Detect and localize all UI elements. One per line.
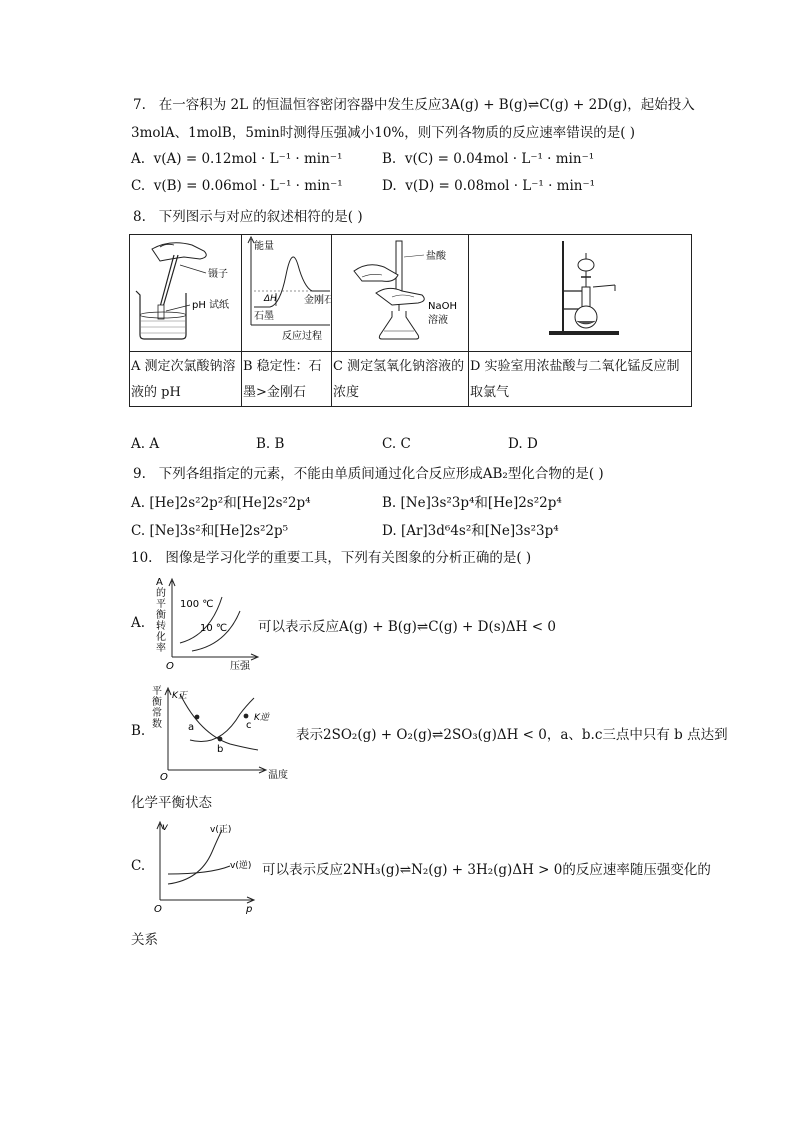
ylabel-char: 平 — [152, 686, 162, 697]
ylabel-char: 衡 — [152, 697, 162, 708]
q7-option-a — [131, 151, 342, 167]
q10-graph-a — [150, 575, 260, 671]
ylabel-char: 化 — [156, 632, 166, 643]
label-ph-paper: pH 试纸 — [192, 300, 230, 311]
label-graphite: 石墨 — [254, 311, 274, 322]
q10-stem — [131, 548, 531, 568]
option-label: D. — [382, 178, 397, 194]
q10-option-b-text-cont: 化学平衡状态 — [131, 795, 212, 811]
q10-option-b-label: B. — [131, 723, 146, 739]
ylabel-char: 常 — [152, 708, 162, 719]
option-label: C. — [382, 436, 397, 452]
option-text: B — [274, 436, 285, 452]
label-100c: 100 ℃ — [180, 599, 214, 610]
q8-option-d — [508, 436, 538, 452]
label-c: c — [246, 720, 252, 731]
option-label: A. — [131, 436, 146, 452]
q8-number: 8. — [133, 209, 146, 225]
curve-v-forward — [168, 830, 222, 884]
figure-b-cell — [242, 235, 332, 352]
q10-number: 10. — [131, 550, 153, 566]
q9-option-a — [131, 491, 311, 511]
graph-c-ylabel: v — [162, 822, 168, 833]
label-b: b — [217, 744, 224, 755]
q10-option-a-label: A. — [131, 615, 146, 631]
ylabel-char: 的 — [156, 588, 166, 599]
ylabel-char: 平 — [156, 599, 166, 610]
ylabel-char: 数 — [152, 719, 162, 730]
caption-c: C 测定氢氧化钠溶液的浓度 — [332, 352, 469, 407]
option-text: D — [526, 436, 538, 452]
label-v-reverse: v(逆) — [230, 861, 252, 871]
label-naoh: NaOH — [428, 301, 457, 312]
label-diamond: 金刚石 — [304, 295, 331, 306]
option-label: C. — [131, 178, 146, 194]
q7-option-b — [382, 151, 594, 167]
q9-number: 9. — [133, 466, 146, 482]
label-tweezers: 镊子 — [208, 269, 228, 280]
point-a — [195, 715, 200, 720]
q9-option-c — [131, 519, 288, 539]
label-solution: 溶液 — [428, 315, 448, 326]
figure-d-chlorine-apparatus — [469, 235, 691, 347]
figure-c-cell — [332, 235, 469, 352]
q7-stem-text: 在一容积为 2L 的恒温恒容密闭容器中发生反应3A(g) + B(g)⇌C(g) + 2D(g)，起始投入 — [158, 97, 695, 113]
figure-b-energy-diagram — [242, 235, 331, 347]
curve-v-reverse — [168, 866, 230, 874]
graph-b-xlabel: 温度 — [268, 770, 288, 780]
figure-a-cell — [130, 235, 242, 352]
option-text: v(B) = 0.06mol · L⁻¹ · min⁻¹ — [153, 178, 343, 194]
option-label: A. — [131, 495, 146, 511]
q9-option-b — [382, 491, 562, 511]
label-k-reverse: K逆 — [254, 713, 269, 723]
option-text: v(C) = 0.04mol · L⁻¹ · min⁻¹ — [404, 151, 595, 167]
caption-a: A 测定次氯酸钠溶液的 pH — [130, 352, 242, 407]
option-text: C — [400, 436, 411, 452]
option-text: [Ne]3s²和[He]2s²2p⁵ — [149, 523, 289, 539]
q8-option-a — [131, 436, 159, 452]
q9-stem — [133, 464, 604, 484]
q10-stem-text: 图像是学习化学的重要工具，下列有关图象的分析正确的是( ) — [165, 550, 532, 566]
q8-stem — [133, 207, 363, 227]
q10-option-c-text: 可以表示反应2NH₃(g)⇌N₂(g) + 3H₂(g)ΔH > 0的反应速率随压强变化的 — [262, 862, 711, 878]
option-text: v(A) = 0.12mol · L⁻¹ · min⁻¹ — [153, 151, 343, 167]
q10-graph-c — [150, 818, 262, 914]
label-10c: 10 ℃ — [200, 623, 228, 634]
option-text: [Ne]3s²3p⁴和[He]2s²2p⁴ — [400, 495, 562, 511]
origin: O — [166, 661, 174, 671]
q10-graph-b — [150, 684, 296, 780]
q8-option-c — [382, 436, 411, 452]
option-text: [He]2s²2p²和[He]2s²2p⁴ — [149, 495, 311, 511]
label-process: 反应过程 — [282, 331, 322, 342]
q7-option-d — [382, 178, 595, 194]
q7-stem-line1 — [133, 95, 695, 115]
q10-option-c-label: C. — [131, 858, 146, 874]
label-energy: 能量 — [254, 241, 274, 252]
graph-c-xlabel: p — [246, 904, 253, 914]
q8-figure-table — [129, 234, 692, 407]
q7-option-c — [131, 178, 343, 194]
option-text: A — [149, 436, 160, 452]
label-v-forward: v(正) — [210, 825, 232, 835]
label-hcl: 盐酸 — [426, 251, 446, 262]
origin: O — [160, 772, 168, 780]
ylabel-char: A — [156, 577, 163, 588]
q10-option-b-text: 表示2SO₂(g) + O₂(g)⇌2SO₃(g)ΔH < 0，a、b.c三点中只有 b 点达到 — [296, 727, 728, 743]
q10-option-a-text: 可以表示反应A(g) + B(g)⇌C(g) + D(s)ΔH < 0 — [258, 619, 556, 635]
option-label: D. — [508, 436, 523, 452]
figure-a-ph-test — [130, 235, 241, 347]
q9-stem-text: 下列各组指定的元素，不能由单质间通过化合反应形成AB₂型化合物的是( ) — [158, 466, 604, 482]
option-text: [Ar]3d⁶4s²和[Ne]3s²3p⁴ — [400, 523, 559, 539]
graph-a-ylabel — [156, 577, 166, 654]
q10-option-c-text-cont: 关系 — [131, 932, 158, 948]
q8-option-b — [256, 436, 284, 452]
graph-b-ylabel — [152, 685, 162, 730]
option-label: A. — [131, 151, 146, 167]
option-label: C. — [131, 523, 146, 539]
point-b — [218, 737, 223, 742]
option-label: B. — [256, 436, 271, 452]
label-a: a — [188, 722, 195, 733]
figure-c-titration — [332, 235, 468, 347]
label-k-forward: K正 — [172, 691, 187, 701]
origin: O — [154, 904, 162, 914]
figure-d-cell — [469, 235, 692, 352]
option-label: D. — [382, 523, 397, 539]
q9-option-d — [382, 519, 559, 539]
graph-a-xlabel: 压强 — [230, 661, 250, 671]
caption-b: B 稳定性：石墨>金刚石 — [242, 352, 332, 407]
caption-d: D 实验室用浓盐酸与二氧化锰反应制取氯气 — [469, 352, 692, 407]
ylabel-char: 衡 — [156, 610, 166, 621]
q7-stem-line2: 3molA、1molB，5min时测得压强减小10%，则下列各物质的反应速率错误的是( ) — [131, 125, 636, 141]
ylabel-char: 率 — [156, 643, 166, 654]
q7-number: 7. — [133, 97, 146, 113]
ylabel-char: 转 — [156, 621, 166, 632]
curve-k-reverse — [190, 698, 254, 742]
label-delta-h: ΔH — [264, 294, 277, 304]
q8-stem-text: 下列图示与对应的叙述相符的是( ) — [158, 209, 363, 225]
point-c — [244, 714, 249, 719]
option-label: B. — [382, 495, 397, 511]
option-text: v(D) = 0.08mol · L⁻¹ · min⁻¹ — [405, 178, 596, 194]
option-label: B. — [382, 151, 397, 167]
